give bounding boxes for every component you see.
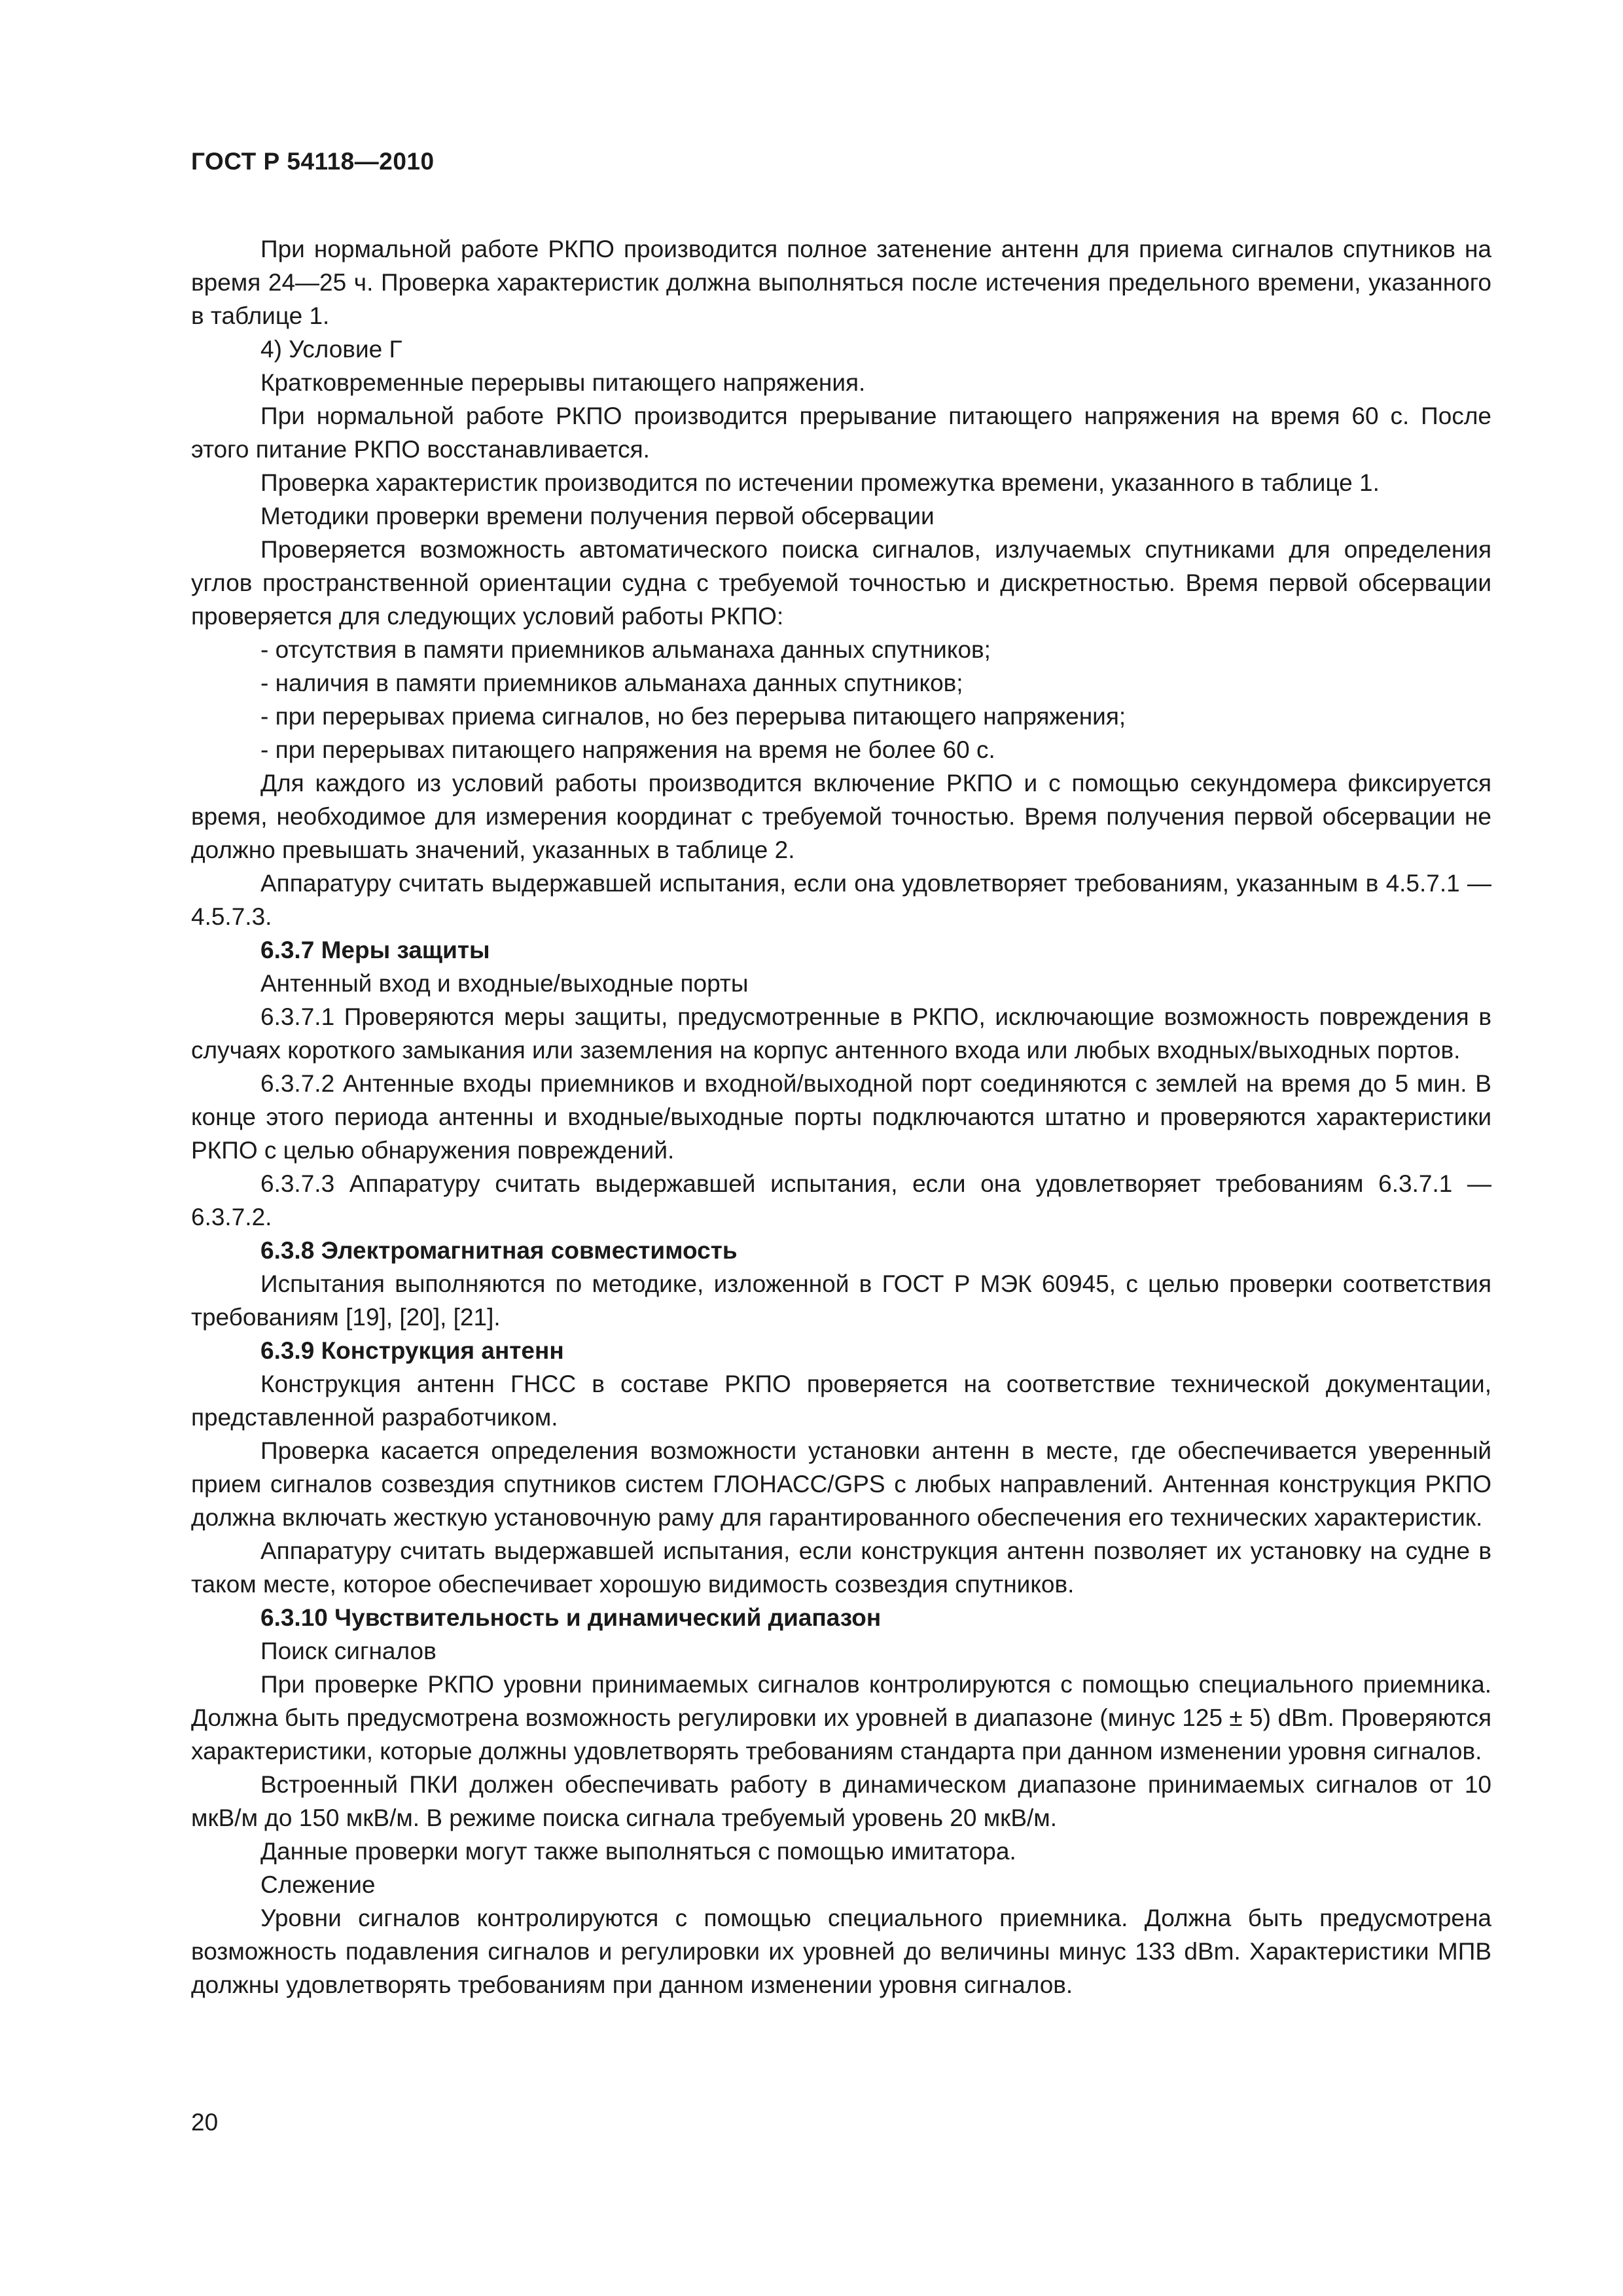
list-item: - при перерывах приема сигналов, но без перерыва питающего напряжения; (260, 703, 1126, 730)
paragraph: Испытания выполняются по методике, изложенной в ГОСТ Р МЭК 60945, с целью проверки соответствия требованиям [19], [20], [21]. (191, 1270, 1491, 1331)
list-item: - наличия в памяти приемников альманаха данных спутников; (260, 670, 963, 696)
paragraph: Проверяется возможность автоматического поиска сигналов, излучаемых спутниками для определения углов пространственной ориентации судна с требуемой точностью и дискретностью. Время первой обсервации проверяется для следующих условий работы РКПО: (191, 536, 1491, 630)
paragraph: Проверка касается определения возможности установки антенн в месте, где обеспечивается уверенный прием сигналов созвездия спутников систем ГЛОНАСС/GPS с любых направлений. Антенная конструкция РКПО должна включать жесткую установочную раму для гарантированного обеспечения его технических характеристик. (191, 1437, 1491, 1531)
list-item: - при перерывах питающего напряжения на время не более 60 с. (260, 736, 995, 763)
paragraph: При нормальной работе РКПО производится прерывание питающего напряжения на время 60 с. После этого питание РКПО восстанавливается. (191, 403, 1491, 463)
paragraph: 6.3.7.1 Проверяются меры защиты, предусмотренные в РКПО, исключающие возможность повреждения в случаях короткого замыкания или заземления на корпус антенного входа или любых входных/выходных портов. (191, 1003, 1491, 1064)
page-number: 20 (191, 2109, 219, 2136)
paragraph: Поиск сигналов (260, 1638, 437, 1664)
paragraph: Встроенный ПКИ должен обеспечивать работу в динамическом диапазоне принимаемых сигналов от 10 мкВ/м до 150 мкВ/м. В режиме поиска сигнала требуемый уровень 20 мкВ/м. (191, 1771, 1491, 1831)
paragraph: Методики проверки времени получения первой обсервации (260, 503, 935, 529)
section-heading: 6.3.8 Электромагнитная совместимость (260, 1237, 738, 1264)
paragraph: При проверке РКПО уровни принимаемых сигналов контролируются с помощью специального приемника. Должна быть предусмотрена возможность регулировки их уровней в диапазоне (минус 125 ± 5) dBm. Проверяются характеристики, которые должны удовлетворять требованиям стандарта при данном изменении уровня сигналов. (191, 1671, 1491, 1765)
paragraph: Уровни сигналов контролируются с помощью специального приемника. Должна быть предусмотрена возможность подавления сигналов и регулировки их уровней до величины минус 133 dBm. Характеристики МПВ должны удовлетворять требованиям при данном изменении уровня сигналов. (191, 1905, 1491, 1998)
paragraph: 6.3.7.2 Антенные входы приемников и входной/выходной порт соединяются с землей на время до 5 мин. В конце этого периода антенны и входные/выходные порты подключаются штатно и проверяются характеристики РКПО с целью обнаружения повреждений. (191, 1070, 1491, 1164)
paragraph: Конструкция антенн ГНСС в составе РКПО проверяется на соответствие технической документации, представленной разработчиком. (191, 1371, 1491, 1431)
paragraph: 4) Условие Г (260, 336, 402, 363)
list-item: - отсутствия в памяти приемников альманаха данных спутников; (260, 636, 991, 663)
paragraph: Слежение (260, 1871, 376, 1898)
section-heading: 6.3.7 Меры защиты (260, 937, 490, 963)
paragraph: Для каждого из условий работы производится включение РКПО и с помощью секундомера фиксируется время, необходимое для измерения координат с требуемой точностью. Время получения первой обсервации не должно превышать значений, указанных в таблице 2. (191, 770, 1491, 863)
section-heading: 6.3.10 Чувствительность и динамический диапазон (260, 1604, 882, 1631)
paragraph: Данные проверки могут также выполняться с помощью имитатора. (260, 1838, 1016, 1865)
document-header: ГОСТ Р 54118—2010 (191, 148, 435, 175)
section-heading: 6.3.9 Конструкция антенн (260, 1337, 564, 1364)
paragraph: Антенный вход и входные/выходные порты (260, 970, 749, 997)
paragraph: Кратковременные перерывы питающего напряжения. (260, 369, 866, 396)
paragraph: Аппаратуру считать выдержавшей испытания, если она удовлетворяет требованиям, указанным в 4.5.7.1 — 4.5.7.3. (191, 870, 1491, 930)
paragraph: Проверка характеристик производится по истечении промежутка времени, указанного в таблице 1. (260, 469, 1380, 496)
document-body (191, 232, 1491, 2001)
paragraph: 6.3.7.3 Аппаратуру считать выдержавшей испытания, если она удовлетворяет требованиям 6.3.7.1 — 6.3.7.2. (191, 1170, 1491, 1230)
paragraph: При нормальной работе РКПО производится полное затенение антенн для приема сигналов спутников на время 24—25 ч. Проверка характеристик должна выполняться после истечения предельного времени, указанного в таблице 1. (191, 236, 1491, 329)
paragraph: Аппаратуру считать выдержавшей испытания, если конструкция антенн позволяет их установку на судне в таком месте, которое обеспечивает хорошую видимость созвездия спутников. (191, 1537, 1491, 1598)
